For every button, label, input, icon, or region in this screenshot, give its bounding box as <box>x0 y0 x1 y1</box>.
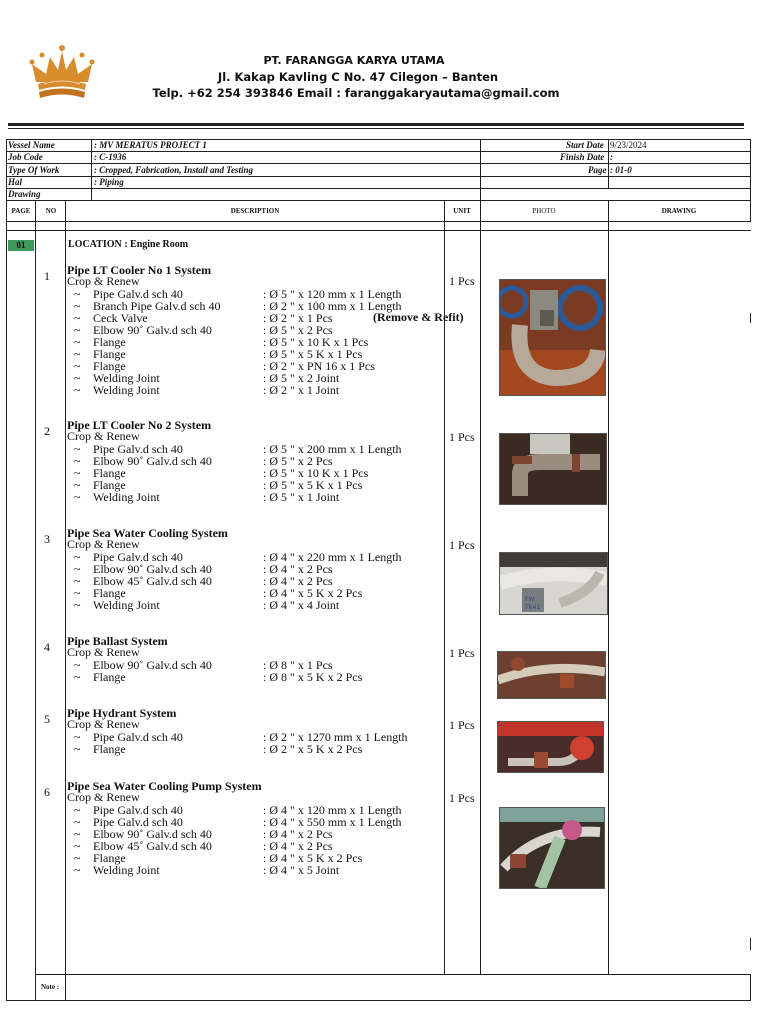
material-name: Flange <box>93 335 126 349</box>
item-action: Crop & Renew <box>67 274 140 288</box>
vessel-name-value: : MV MERATUS PROJECT 1 <box>94 140 207 150</box>
bullet-tilde: ~ <box>74 311 81 325</box>
item-action: Crop & Renew <box>67 645 140 659</box>
material-name: Pipe Galv.d sch 40 <box>93 442 183 456</box>
item-number: 3 <box>44 532 50 546</box>
material-spec: : Ø 4 " x 5 Joint <box>263 863 340 877</box>
item-title: Pipe Ballast System <box>67 634 168 648</box>
item-title: Pipe Hydrant System <box>67 706 177 720</box>
bullet-tilde: ~ <box>74 335 81 349</box>
page-label: Page <box>588 165 607 175</box>
material-spec: : Ø 4 " x 550 mm x 1 Length <box>263 815 402 829</box>
material-name: Welding Joint <box>93 371 160 385</box>
item-quantity: 1 Pcs <box>449 430 475 444</box>
material-name: Welding Joint <box>93 383 160 397</box>
bullet-tilde: ~ <box>74 490 81 504</box>
item-quantity: 1 Pcs <box>449 791 475 805</box>
bullet-tilde: ~ <box>74 299 81 313</box>
hal-label: Hal <box>8 177 23 187</box>
material-spec: : Ø 2 " x 100 mm x 1 Length <box>263 299 402 313</box>
bullet-tilde: ~ <box>74 670 81 684</box>
item-quantity: 1 Pcs <box>449 718 475 732</box>
bullet-tilde: ~ <box>74 574 81 588</box>
page-value: : 01-0 <box>610 165 632 175</box>
material-spec: : Ø 4 " x 2 Pcs <box>263 827 333 841</box>
bullet-tilde: ~ <box>74 371 81 385</box>
item-number: 6 <box>44 785 50 799</box>
material-spec: : Ø 8 " x 1 Pcs <box>263 658 333 672</box>
material-name: Flange <box>93 347 126 361</box>
bullet-tilde: ~ <box>74 742 81 756</box>
material-name: Flange <box>93 851 126 865</box>
material-spec: : Ø 2 " x 1270 mm x 1 Length <box>263 730 408 744</box>
material-spec: : Ø 2 " x 5 K x 2 Pcs <box>263 742 363 756</box>
material-name: Flange <box>93 742 126 756</box>
location-heading: LOCATION : Engine Room <box>68 239 189 250</box>
start-date-value: 9/23/2024 <box>610 140 647 150</box>
material-spec: : Ø 5 " x 10 K x 1 Pcs <box>263 466 369 480</box>
item-title: Pipe Sea Water Cooling System <box>67 526 228 540</box>
job-code-label: Job Code <box>8 152 43 162</box>
col-header-page: PAGE <box>11 207 31 215</box>
bullet-tilde: ~ <box>74 658 81 672</box>
material-spec: : Ø 4 " x 2 Pcs <box>263 562 333 576</box>
bullet-tilde: ~ <box>74 287 81 301</box>
bullet-tilde: ~ <box>74 550 81 564</box>
material-spec: : Ø 5 " x 5 K x 1 Pcs <box>263 347 363 361</box>
item-title: Pipe LT Cooler No 2 System <box>67 418 212 432</box>
material-spec: : Ø 4 " x 5 K x 2 Pcs <box>263 586 363 600</box>
type-of-work-value: : Cropped, Fabrication, Install and Testing <box>94 165 253 175</box>
material-spec: : Ø 4 " x 5 K x 2 Pcs <box>263 851 363 865</box>
col-header-photo: PHOTO <box>532 207 556 215</box>
company-address: Jl. Kakap Kavling C No. 47 Cilegon – Banten <box>217 70 499 84</box>
material-spec: : Ø 4 " x 4 Joint <box>263 598 340 612</box>
material-spec: : Ø 2 " x 1 Pcs <box>263 311 333 325</box>
photo-item-3 <box>499 552 608 615</box>
bullet-tilde: ~ <box>74 562 81 576</box>
svg-text:FW: FW <box>525 596 535 603</box>
vessel-name-label: Vessel Name <box>8 140 55 150</box>
bullet-tilde: ~ <box>74 815 81 829</box>
header-divider-thin <box>8 128 744 129</box>
bullet-tilde: ~ <box>74 863 81 877</box>
material-name: Pipe Galv.d sch 40 <box>93 815 183 829</box>
finish-date-value: : <box>610 152 613 162</box>
material-name: Pipe Galv.d sch 40 <box>93 287 183 301</box>
material-name: Elbow 90˚ Galv.d sch 40 <box>93 454 212 468</box>
material-spec: : Ø 5 " x 5 K x 1 Pcs <box>263 478 363 492</box>
item-title: Pipe Sea Water Cooling Pump System <box>67 779 262 793</box>
col-header-description: DESCRIPTION <box>230 207 280 215</box>
finish-date-label: Finish Date <box>560 152 605 162</box>
material-name: Branch Pipe Galv.d sch 40 <box>93 299 221 313</box>
material-spec: : Ø 5 " x 2 Pcs <box>263 323 333 337</box>
item-action: Crop & Renew <box>67 537 140 551</box>
material-spec: : Ø 5 " x 200 mm x 1 Length <box>263 442 402 456</box>
bullet-tilde: ~ <box>74 359 81 373</box>
material-name: Welding Joint <box>93 490 160 504</box>
material-name: Elbow 90˚ Galv.d sch 40 <box>93 562 212 576</box>
bullet-tilde: ~ <box>74 586 81 600</box>
bullet-tilde: ~ <box>74 347 81 361</box>
material-name: Flange <box>93 670 126 684</box>
bullet-tilde: ~ <box>74 851 81 865</box>
col-header-drawing: DRAWING <box>661 207 697 215</box>
svg-text:TK41: TK41 <box>525 604 541 611</box>
bullet-tilde: ~ <box>74 803 81 817</box>
item-quantity: 1 Pcs <box>449 538 475 552</box>
item-action: Crop & Renew <box>67 717 140 731</box>
bullet-tilde: ~ <box>74 478 81 492</box>
hal-value: : Piping <box>94 177 124 187</box>
page-number-badge: 01 <box>8 240 34 251</box>
material-name: Welding Joint <box>93 598 160 612</box>
material-name: Elbow 45˚ Galv.d sch 40 <box>93 839 212 853</box>
item-action: Crop & Renew <box>67 790 140 804</box>
material-spec: : Ø 8 " x 5 K x 2 Pcs <box>263 670 363 684</box>
start-date-label: Start Date <box>566 140 604 150</box>
material-spec: : Ø 5 " x 10 K x 1 Pcs <box>263 335 369 349</box>
company-contact: Telp. +62 254 393846 Email : faranggakaryautama@gmail.com <box>152 86 560 100</box>
note-label: Note : <box>41 983 60 991</box>
material-spec: : Ø 2 " x 1 Joint <box>263 383 340 397</box>
material-name: Pipe Galv.d sch 40 <box>93 550 183 564</box>
material-name: Elbow 90˚ Galv.d sch 40 <box>93 658 212 672</box>
material-name: Pipe Galv.d sch 40 <box>93 730 183 744</box>
material-spec: : Ø 5 " x 120 mm x 1 Length <box>263 287 402 301</box>
material-spec: : Ø 4 " x 2 Pcs <box>263 574 333 588</box>
photo-item-1 <box>499 279 606 396</box>
material-name: Pipe Galv.d sch 40 <box>93 803 183 817</box>
material-name: Flange <box>93 359 126 373</box>
material-spec: : Ø 4 " x 220 mm x 1 Length <box>263 550 402 564</box>
bullet-tilde: ~ <box>74 323 81 337</box>
bullet-tilde: ~ <box>74 827 81 841</box>
item-quantity: 1 Pcs <box>449 274 475 288</box>
type-of-work-label: Type Of Work <box>8 165 60 175</box>
photo-item-2 <box>499 433 607 505</box>
bullet-tilde: ~ <box>74 466 81 480</box>
bullet-tilde: ~ <box>74 454 81 468</box>
col-header-no: NO <box>45 207 57 215</box>
material-spec: : Ø 5 " x 2 Pcs <box>263 454 333 468</box>
material-name: Flange <box>93 466 126 480</box>
material-spec: : Ø 4 " x 2 Pcs <box>263 839 333 853</box>
material-name: Ceck Valve <box>93 311 148 325</box>
company-name: PT. FARANGGA KARYA UTAMA <box>263 54 445 67</box>
job-code-value: : C-1936 <box>94 152 127 162</box>
drawing-label: Drawing <box>8 189 41 199</box>
material-name: Elbow 90˚ Galv.d sch 40 <box>93 827 212 841</box>
material-spec: : Ø 4 " x 120 mm x 1 Length <box>263 803 402 817</box>
photo-item-6 <box>499 807 605 889</box>
bullet-tilde: ~ <box>74 730 81 744</box>
header-divider-thick <box>8 123 744 126</box>
material-name: Elbow 45˚ Galv.d sch 40 <box>93 574 212 588</box>
item-number: 1 <box>44 269 50 283</box>
material-name: Flange <box>93 478 126 492</box>
remove-refit-remark: (Remove & Refit) <box>373 310 464 324</box>
item-quantity: 1 Pcs <box>449 646 475 660</box>
item-title: Pipe LT Cooler No 1 System <box>67 263 212 277</box>
photo-item-5 <box>497 721 604 773</box>
bullet-tilde: ~ <box>74 839 81 853</box>
material-spec: : Ø 2 " x PN 16 x 1 Pcs <box>263 359 375 373</box>
bullet-tilde: ~ <box>74 442 81 456</box>
item-number: 4 <box>44 640 50 654</box>
material-spec: : Ø 5 " x 1 Joint <box>263 490 340 504</box>
item-action: Crop & Renew <box>67 429 140 443</box>
material-name: Welding Joint <box>93 863 160 877</box>
material-name: Elbow 90˚ Galv.d sch 40 <box>93 323 212 337</box>
material-name: Flange <box>93 586 126 600</box>
material-spec: : Ø 5 " x 2 Joint <box>263 371 340 385</box>
col-header-unit: UNIT <box>453 207 471 215</box>
photo-item-4 <box>497 651 606 699</box>
bullet-tilde: ~ <box>74 383 81 397</box>
item-number: 2 <box>44 424 50 438</box>
bullet-tilde: ~ <box>74 598 81 612</box>
item-number: 5 <box>44 712 50 726</box>
